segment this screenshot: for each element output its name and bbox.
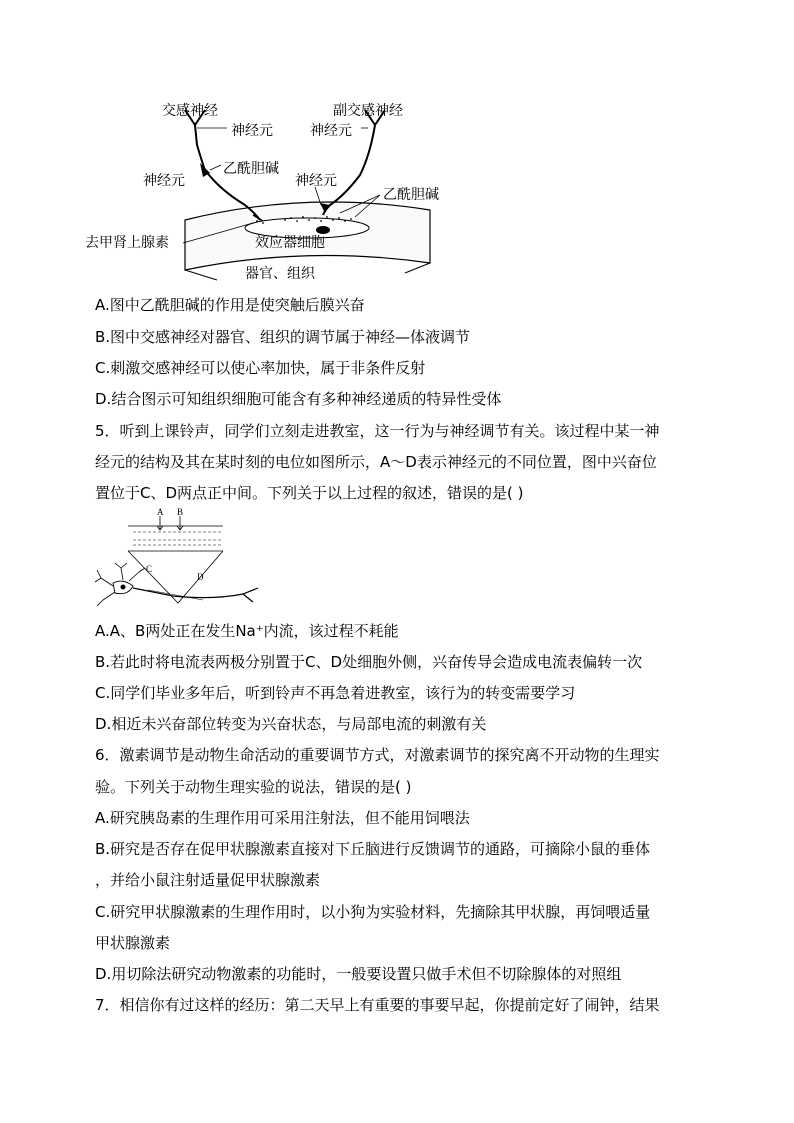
q5-option-a: A.A、B两处正在发生Na⁺内流，该过程不耗能 xyxy=(95,622,399,640)
label-parasympathetic: 副交感神经 xyxy=(333,103,403,119)
q6-option-a: A.研究胰岛素的生理作用可采用注射法，但不能用饲喂法 xyxy=(95,809,470,827)
q6-stem-line: 6．激素调节是动物生命活动的重要调节方式，对激素调节的探究离不开动物的生理实 xyxy=(95,746,660,764)
axon xyxy=(133,588,258,602)
label-neuron-right-top: 神经元 xyxy=(310,123,352,139)
label-effector: 效应器细胞 xyxy=(255,235,325,251)
q6-option-d: D.用切除法研究动物激素的功能时，一般要设置只做手术但不切除腺体的对照组 xyxy=(95,965,622,983)
q6-stem-line: 验。下列关于动物生理实验的说法，错误的是( ) xyxy=(95,778,412,796)
label-neuron-left-top: 神经元 xyxy=(231,123,273,139)
label-neuron-left-mid: 神经元 xyxy=(143,173,185,189)
q5-option-d: D.相近未兴奋部位转变为兴奋状态，与局部电流的刺激有关 xyxy=(95,715,487,733)
q4-option-c: C.刺激交感神经可以使心率加快，属于非条件反射 xyxy=(95,359,426,377)
label-ach-right: 乙酰胆碱 xyxy=(383,187,439,203)
label-b: B xyxy=(177,508,184,517)
q6-option-c: C.研究甲状腺激素的生理作用时，以小狗为实验材料，先摘除其甲状腺，再饲喂适量 xyxy=(95,903,651,921)
label-norepinephrine: 去甲肾上腺素 xyxy=(85,235,169,251)
q6-option-c-cont: 甲状腺激素 xyxy=(95,934,171,952)
label-a: A xyxy=(157,508,164,517)
q5-stem-line: 置位于C、D两点正中间。下列关于以上过程的叙述，错误的是( ) xyxy=(95,484,524,502)
label-c: C xyxy=(146,564,153,574)
label-ach-left: 乙酰胆碱 xyxy=(223,161,279,177)
q6-option-b: B.研究是否存在促甲状腺激素直接对下丘脑进行反馈调节的通路，可摘除小鼠的垂体 xyxy=(95,840,651,858)
label-d: D xyxy=(197,572,204,582)
q7-stem-line: 7．相信你有过这样的经历：第二天早上有重要的事要早起，你提前定好了闹钟，结果 xyxy=(95,996,660,1014)
autonomic-nerve-figure xyxy=(85,95,475,285)
q4-option-a: A.图中乙酰胆碱的作用是使突触后膜兴奋 xyxy=(95,296,365,314)
q5-option-c: C.同学们毕业多年后，听到铃声不再急着进教室，该行为的转变需要学习 xyxy=(95,684,576,702)
q4-option-d: D.结合图示可知组织细胞可能含有多种神经递质的特异性受体 xyxy=(95,390,502,408)
neuron-potential-figure xyxy=(93,508,273,613)
q4-option-b: B.图中交感神经对器官、组织的调节属于神经—体液调节 xyxy=(95,328,471,346)
q5-stem-line: 5．听到上课铃声，同学们立刻走进教室，这一行为与神经调节有关。该过程中某一神 xyxy=(95,422,660,440)
label-organ: 器官、组织 xyxy=(245,266,315,282)
q6-option-b-cont: ，并给小鼠注射适量促甲状腺激素 xyxy=(95,871,321,889)
q5-stem-line: 经元的结构及其在某时刻的电位如图所示，A～D表示神经元的不同位置，图中兴奋位 xyxy=(95,453,657,471)
label-neuron-right-mid: 神经元 xyxy=(295,173,337,189)
effector-nucleus xyxy=(316,226,330,234)
label-sympathetic: 交感神经 xyxy=(162,103,218,119)
q5-option-b: B.若此时将电流表两极分别置于C、D处细胞外侧，兴奋传导会造成电流表偏转一次 xyxy=(95,653,643,671)
